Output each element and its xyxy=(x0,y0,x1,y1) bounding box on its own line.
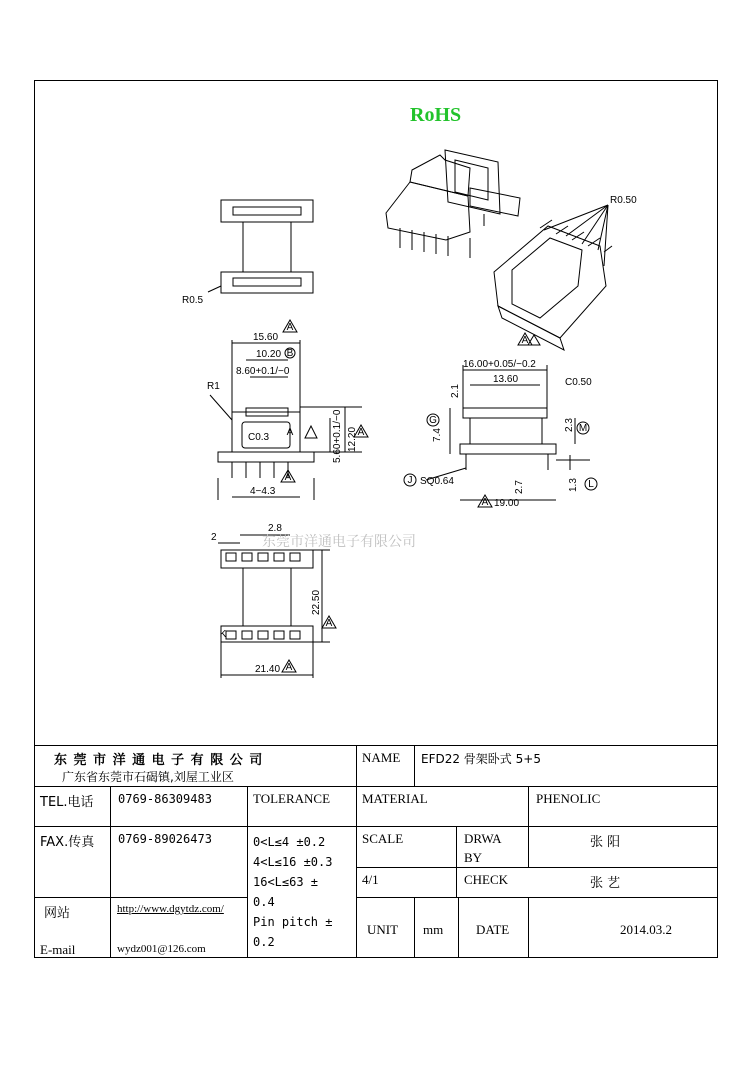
iso-view-upper xyxy=(386,150,520,258)
dim-r1: R1 xyxy=(207,381,220,392)
watermark: 东莞市洋通电子有限公司 xyxy=(262,534,416,550)
top-view xyxy=(208,200,313,293)
scale-label: SCALE xyxy=(362,831,404,846)
dim-side-sq: SQ0.64 xyxy=(420,476,454,487)
marker-j: J xyxy=(407,475,413,486)
marker-a-bottom-2: A xyxy=(285,662,293,673)
tolerance-line: 0.2 xyxy=(253,935,275,949)
part-name: EFD22 骨架卧式 5+5 xyxy=(421,752,541,766)
unit-label: UNIT xyxy=(367,922,399,937)
marker-a-front-1: A xyxy=(286,427,294,438)
tel-value: 0769-86309483 xyxy=(118,792,212,806)
tolerance-label: TOLERANCE xyxy=(253,791,331,806)
unit-value: mm xyxy=(423,922,444,937)
dim-w1: 15.60 xyxy=(253,332,279,343)
marker-a-front-2: A xyxy=(357,427,365,438)
dim-bottom-h: 22.50 xyxy=(311,589,322,615)
dim-bottom-b: 2.8 xyxy=(268,523,282,534)
name-label: NAME xyxy=(362,750,401,765)
company-address: 广东省东莞市石碣镇,刘屋工业区 xyxy=(62,770,234,784)
material-value: PHENOLIC xyxy=(536,791,601,806)
dim-side-h2: 7.4 xyxy=(432,428,443,442)
dim-side-w3: 19.00 xyxy=(494,498,520,509)
tolerance-line: 4<L≤16 ±0.3 xyxy=(253,855,333,869)
dim-h2: 12.20 xyxy=(347,426,358,452)
website-link[interactable]: http://www.dgytdz.com/ xyxy=(117,903,224,915)
dim-side-h3: 2.3 xyxy=(564,418,575,432)
marker-m: M xyxy=(578,423,588,434)
website-label: 网站 xyxy=(44,906,71,921)
marker-g: G xyxy=(429,415,437,426)
date-label: DATE xyxy=(476,922,510,937)
email-label: E-mail xyxy=(40,942,76,957)
dim-w3: 8.60+0.1/−0 xyxy=(236,366,290,377)
dim-pins: 4−4.3 xyxy=(250,486,276,497)
scale-value: 4/1 xyxy=(362,872,379,887)
dim-side-h4: 2.7 xyxy=(514,480,525,494)
tolerance-line: 0.4 xyxy=(253,895,275,909)
dim-side-h5: 1.3 xyxy=(568,478,579,492)
dim-c03: C0.3 xyxy=(248,432,270,443)
company-name: 东 莞 市 洋 通 电 子 有 限 公 司 xyxy=(54,753,264,768)
iso-radius-label: R0.50 xyxy=(610,195,637,206)
marker-a-side-1: A xyxy=(521,335,529,346)
rohs-label: RoHS xyxy=(410,104,462,126)
dim-bottom-a: 2 xyxy=(211,532,217,543)
top-view-radius-label: R0.5 xyxy=(182,295,204,306)
marker-a-front-4: A xyxy=(284,472,292,483)
fax-value: 0769-89026473 xyxy=(118,832,212,846)
marker-a-front-3: A xyxy=(286,322,294,333)
drawn-by-label-1: DRWA xyxy=(464,831,502,846)
tolerance-line: 0<L≤4 ±0.2 xyxy=(253,835,326,849)
tolerance-line: 16<L≤63 ± xyxy=(253,875,319,889)
tolerance-table xyxy=(253,832,332,952)
dim-h1: 5.60+0.1/−0 xyxy=(332,409,343,463)
fax-label: FAX.传真 xyxy=(40,835,95,850)
dim-side-w1: 16.00+0.05/−0.2 xyxy=(463,359,536,370)
drawn-by-value: 张 阳 xyxy=(590,835,621,850)
material-label: MATERIAL xyxy=(362,791,428,806)
marker-a-bottom-1: A xyxy=(325,618,333,629)
marker-b: B xyxy=(286,348,294,359)
dim-bottom-w: 21.40 xyxy=(255,664,281,675)
dim-side-h1: 2.1 xyxy=(450,384,461,398)
dim-w2: 10.20 xyxy=(256,349,282,360)
date-value: 2014.03.2 xyxy=(620,922,672,937)
drawn-by-label-2: BY xyxy=(464,850,483,865)
marker-a-side-2: A xyxy=(481,497,489,508)
tolerance-line: Pin pitch ± xyxy=(253,915,333,929)
tel-label: TEL.电话 xyxy=(40,795,94,810)
check-value: 张 艺 xyxy=(590,876,621,891)
check-label: CHECK xyxy=(464,872,509,887)
dim-side-w2: 13.60 xyxy=(493,374,519,385)
iso-view-lower xyxy=(494,205,612,350)
dim-side-c: C0.50 xyxy=(565,377,592,388)
email-value: wydz001@126.com xyxy=(117,943,206,955)
marker-l: L xyxy=(588,479,594,490)
marker-k: K xyxy=(219,629,227,640)
